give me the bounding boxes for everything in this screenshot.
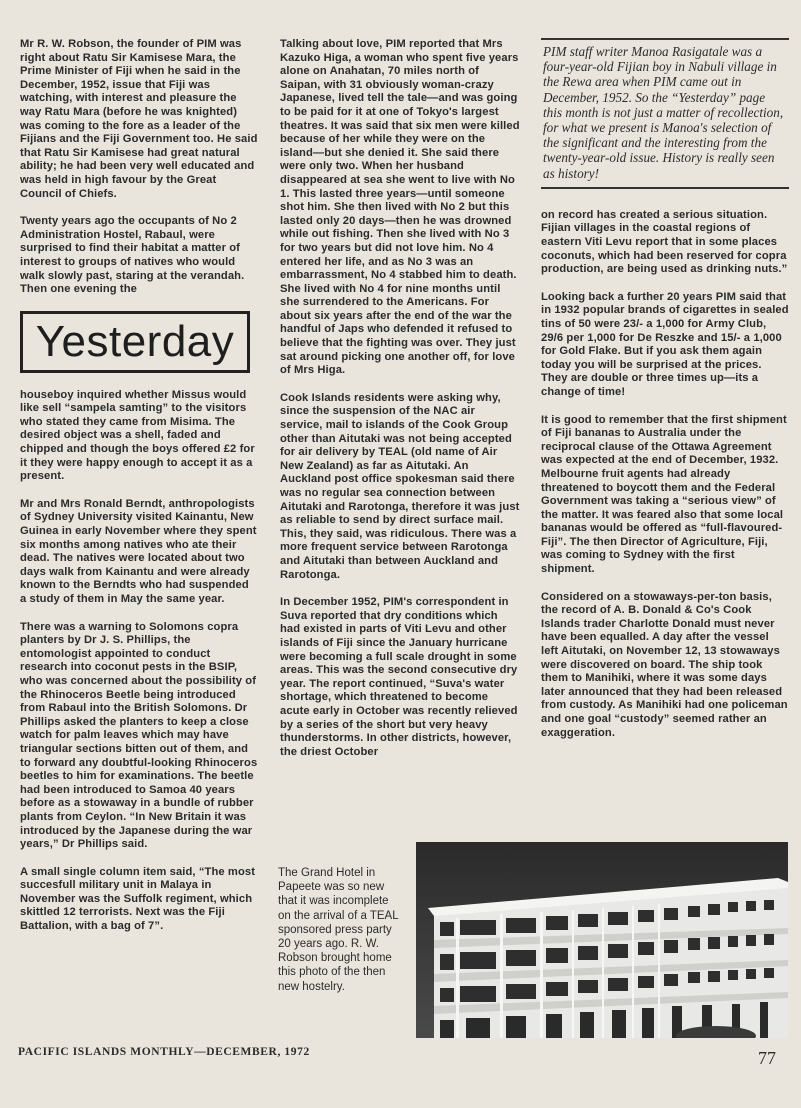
page-number: 77 [758,1048,776,1068]
hotel-building-image [416,842,788,1038]
article-paragraph: A small single column item said, “The most succesfull military unit in Malaya in November was the Suffolk regiment, which skittled 12 terrorists. Next was the Fiji Battalion, with a bag of 7”. [20,865,256,933]
article-paragraph: Cook Islands residents were asking why, since the suspension of the NAC air service, mail to islands of the Cook Group other than Aitutaki was not being accepted for air delivery by TEAL (old name of Air New Zealand) as far as Aitutaki. An Auckland post office spokesman said there was no regular sea connection between Aitutaki and Rarotonga, therefore it was just as reliable to send by direct surface mail. This, they said, was ridiculous. There was a more frequent service between Rarotonga and Aitutaki than between Auckland and Rarotonga. [280,391,520,581]
article-paragraph: Mr and Mrs Ronald Berndt, anthropologists of Sydney University visited Kainantu, New Guinea in early November where they spent six months among natives who ate their dead. The natives were located about two days walk from Kainantu and were already known to the Berndts who had suspended a study of them in May the same year. [20,497,257,605]
article-paragraph: houseboy inquired whether Missus would like sell “sampela samting” to the visitors who stated they came from Misima. The desired object was a shell, faded and chipped and though the boys offered £2 for it they were happy enough to accept it as a present. [20,388,255,483]
article-paragraph: Twenty years ago the occupants of No 2 Administration Hostel, Rabaul, were surprised to find their habitat a matter of interest to groups of natives who would walk slowly past, staring at the verandah. Then one evening the [20,215,245,296]
intro-text: PIM staff writer Manoa Rasigatale was a four-year-old Fijian boy in Nabuli village in the Rewa area when PIM came out in December, 1952. So the “Yesterday” page this month is not just a matter of recollection, for what we present is Manoa's selection of the significant and the interesting from the twenty-year-old issue. History is really seen as history! [543,44,784,181]
column-3 [541,38,789,754]
page-title: Yesterday [35,316,235,366]
article-paragraph: Mr R. W. Robson, the founder of PIM was right about Ratu Sir Kamisese Mara, the Prime Minister of Fiji when he said in the December, 1952, issue that Fiji was watching, with interest and pleasure the way Ratu Mara (before he was knighted) was coming to the fore as a leader of the Fijians and the Fiji Government too. He said that Ratu Sir Kamisese had great natural ability; he had been very well educated and was held in high favour by the Great Council of Chiefs. [20,38,258,200]
article-paragraph: It is good to remember that the first shipment of Fiji bananas to Australia under the reciprocal clause of the Ottawa Agreement was expected at the end of December, 1932. Melbourne fruit agents had already threatened to boycott them and the Federal Government was taking a “serious view” of the matter. It was feared also that some local bananas would be offered as “full-flavoured-Fiji”. The then Director of Agriculture, Fiji, was coming to Sydney with the first shipment. [541,413,787,576]
yesterday-title-box [20,311,250,373]
photo-caption: The Grand Hotel in Papeete was so new that it was incomplete on the arrival of a TEAL sponsored press party 20 years ago. R. W. Robson brought home this photo of the then new hostelry. [278,867,399,993]
page-footer: PACIFIC ISLANDS MONTHLY—DECEMBER, 1972 [18,1046,310,1058]
hotel-photo [416,842,788,1038]
article-paragraph: Considered on a stowaways-per-ton basis, the record of A. B. Donald & Co's Cook Islands trader Charlotte Donald must never have been equalled. A day after the vessel left Aitutaki, on November 12, 13 stowaways were discovered on board. The ship took them to Manihiki, where it was some days later announced that they had been released from custody. As Manihiki had one policeman and one goal “custody” seemed rather an exaggeration. [541,590,788,739]
intro-box [541,38,789,189]
column-1 [20,38,258,948]
article-paragraph: Looking back a further 20 years PIM said that in 1932 popular brands of cigarettes in sealed tins of 50 were 23/- a 1,000 for Army Club, 29/6 per 1,000 for De Reszke and 15/- a 1,000 for Gold Flake. But if you ask them again today you will be surprised at the prices. They are double or three times up—its a change of time! [541,290,789,398]
article-paragraph: Talking about love, PIM reported that Mrs Kazuko Higa, a woman who spent five years alone on Anahatan, 70 miles north of Saipan, with 31 obviously woman-crazy Japanese, lived tell the tale—and was going to be paid for it at one of Tokyo's largest theatres. It was said that six men were killed because of her while they were on the island—but she denied it. She said there were only two. When her husband disappeared at sea she went to live with No 1. This lasted three years—until someone shot him. She then lived with No 2 but this lasted only 20 days—then he was drowned while out fishing. Then she lived with No 3 for two years but did not love him. No 4 entered her life, and as No 3 was an embarrassment, No 4 stabbed him to death. She lived with No 4 for nine months until she surrendered to the Americans. For about six years after the end of the war the handful of Japs who defended it refused to believe that the fighting was over. They just sat around picking one another off, for love of Mrs Higa. [280,38,520,377]
article-paragraph: In December 1952, PIM's correspondent in Suva reported that dry conditions which had existed in parts of Viti Levu and other islands of Fiji since the January hurricane were becoming a full scale drought in some areas. This was the second consecutive dry year. The report continued, “Suva's water shortage, which threatened to become acute early in October was recently relieved by a series of the short but very heavy thunderstorms. In other districts, however, the driest October [280,596,518,758]
article-paragraph: on record has created a serious situation. Fijian villages in the coastal regions of eastern Viti Levu report that in some places coconuts, which had been reserved for copra production, are being used as drinking nuts.” [541,208,788,276]
article-paragraph: There was a warning to Solomons copra planters by Dr J. S. Phillips, the entomologist appointed to conduct research into coconut pests in the BSIP, who was concerned about the possibility of the Rhinoceros Beetle being introduced from Rabaul into the British Solomons. Dr Phillips asked the planters to keep a close watch for palm leaves which may have triangular sections bitten out of them, and to forward any doubtful-looking Rhinoceros beetles to him for examinations. The beetle had been introduced to Samoa 40 years before as a stowaway in a bundle of rubber plants from Ceylon. “In New Britain it was introduced by the Japanese during the war years,” Dr Phillips said. [20,620,258,851]
column-2 [280,38,520,773]
